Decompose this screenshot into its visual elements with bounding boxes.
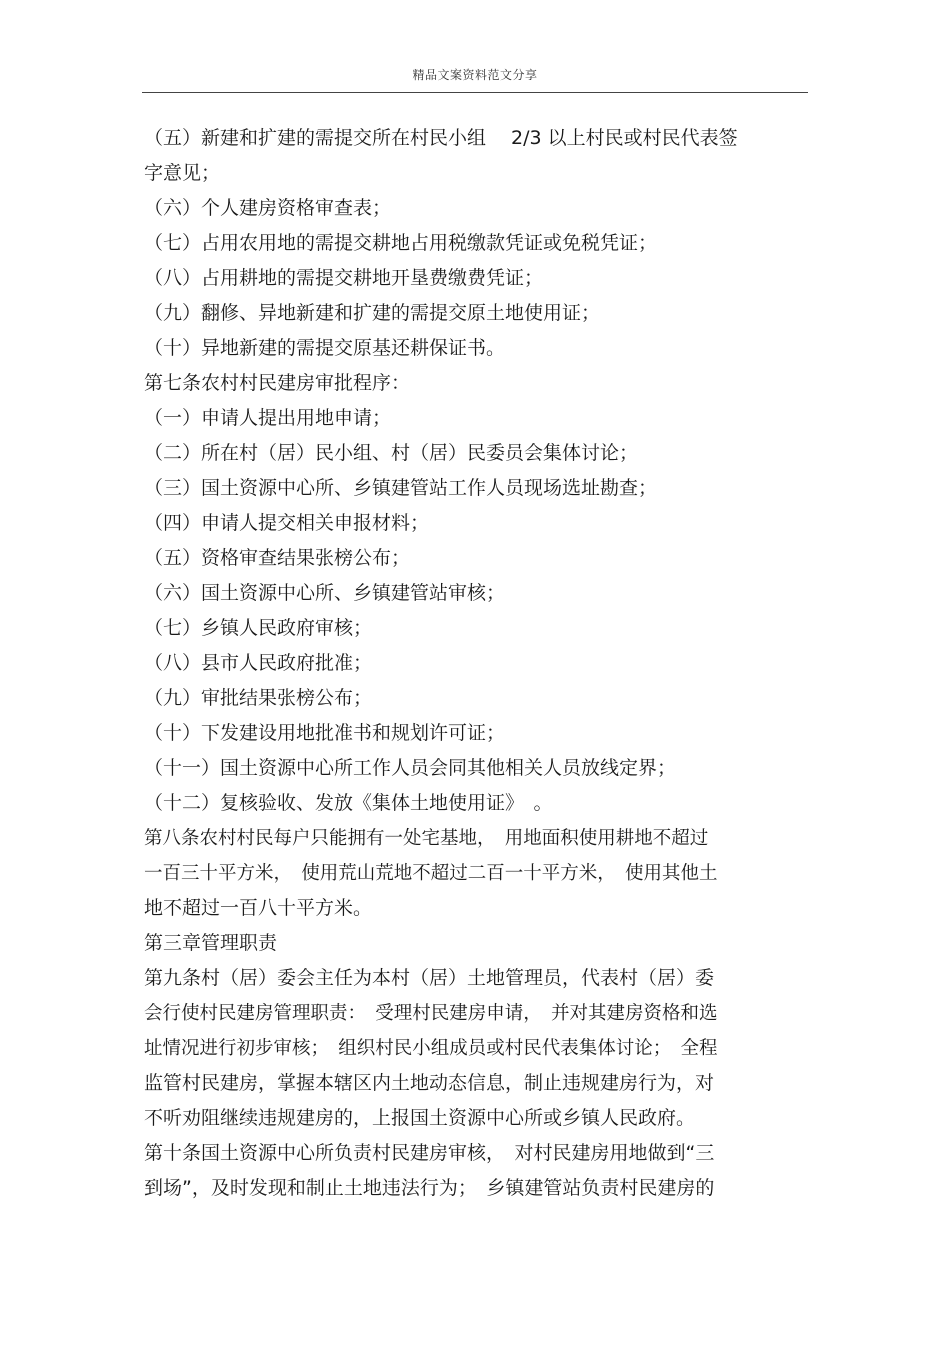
text-line: （一）申请人提出用地申请； bbox=[144, 407, 392, 429]
text-line: （六）个人建房资格审查表； bbox=[144, 197, 392, 219]
text-line: 址情况进行初步审核； 组织村民小组成员或村民代表集体讨论； 全程 bbox=[144, 1038, 718, 1059]
text-line: 地不超过一百八十平方米。 bbox=[144, 897, 373, 919]
text-line: （七）乡镇人民政府审核； bbox=[144, 617, 373, 639]
text-line: （八）占用耕地的需提交耕地开垦费缴费凭证； bbox=[144, 267, 544, 289]
text-line: （九）审批结果张榜公布； bbox=[144, 687, 373, 709]
text-line: 一百三十平方米， 使用荒山荒地不超过二百一十平方米， 使用其他土 bbox=[144, 863, 718, 884]
text-line: （十）下发建设用地批准书和规划许可证； bbox=[144, 722, 506, 744]
text-line: （六）国土资源中心所、乡镇建管站审核； bbox=[144, 582, 506, 604]
text-line: （十一）国土资源中心所工作人员会同其他相关人员放线定界； bbox=[144, 757, 677, 779]
text-line: 监管村民建房，掌握本辖区内土地动态信息，制止违规建房行为，对 bbox=[144, 1072, 715, 1094]
text-line: （三）国土资源中心所、乡镇建管站工作人员现场选址勘查； bbox=[144, 477, 658, 499]
text-line: 不听劝阻继续违规建房的，上报国土资源中心所或乡镇人民政府。 bbox=[144, 1107, 696, 1129]
text-line: （九）翻修、异地新建和扩建的需提交原土地使用证； bbox=[144, 302, 601, 324]
text-line: （五）新建和扩建的需提交所在村民小组 2/3 以上村民或村民代表签 bbox=[144, 127, 738, 149]
text-line: （八）县市人民政府批准； bbox=[144, 652, 373, 674]
chapter-heading: 第三章管理职责 bbox=[144, 932, 278, 954]
text-line: 第八条农村村民每户只能拥有一处宅基地， 用地面积使用耕地不超过 bbox=[144, 828, 709, 849]
text-line: （十二）复核验收、发放《集体土地使用证》 。 bbox=[144, 792, 553, 814]
text-line: 到场”，及时发现和制止土地违法行为； 乡镇建管站负责村民建房的 bbox=[144, 1177, 715, 1199]
text-line: （七）占用农用地的需提交耕地占用税缴款凭证或免税凭证； bbox=[144, 232, 658, 254]
section-heading: 第七条农村村民建房审批程序： bbox=[144, 372, 411, 394]
text-line: （二）所在村（居）民小组、村（居）民委员会集体讨论； bbox=[144, 442, 639, 464]
text-line: （十）异地新建的需提交原基还耕保证书。 bbox=[144, 337, 506, 359]
header-divider bbox=[142, 92, 808, 93]
text-line: （四）申请人提交相关申报材料； bbox=[144, 512, 430, 534]
document-body bbox=[144, 121, 810, 1206]
text-line: 会行使村民建房管理职责： 受理村民建房申请， 并对其建房资格和选 bbox=[144, 1003, 718, 1024]
text-line: （五）资格审查结果张榜公布； bbox=[144, 547, 411, 569]
text-line: 第十条国土资源中心所负责村民建房审核， 对村民建房用地做到“三 bbox=[144, 1142, 715, 1164]
text-line: 第九条村（居）委会主任为本村（居）土地管理员，代表村（居）委 bbox=[144, 967, 715, 989]
page-header: 精品文案资料范文分享 bbox=[412, 68, 538, 82]
text-line: 字意见； bbox=[144, 162, 221, 184]
